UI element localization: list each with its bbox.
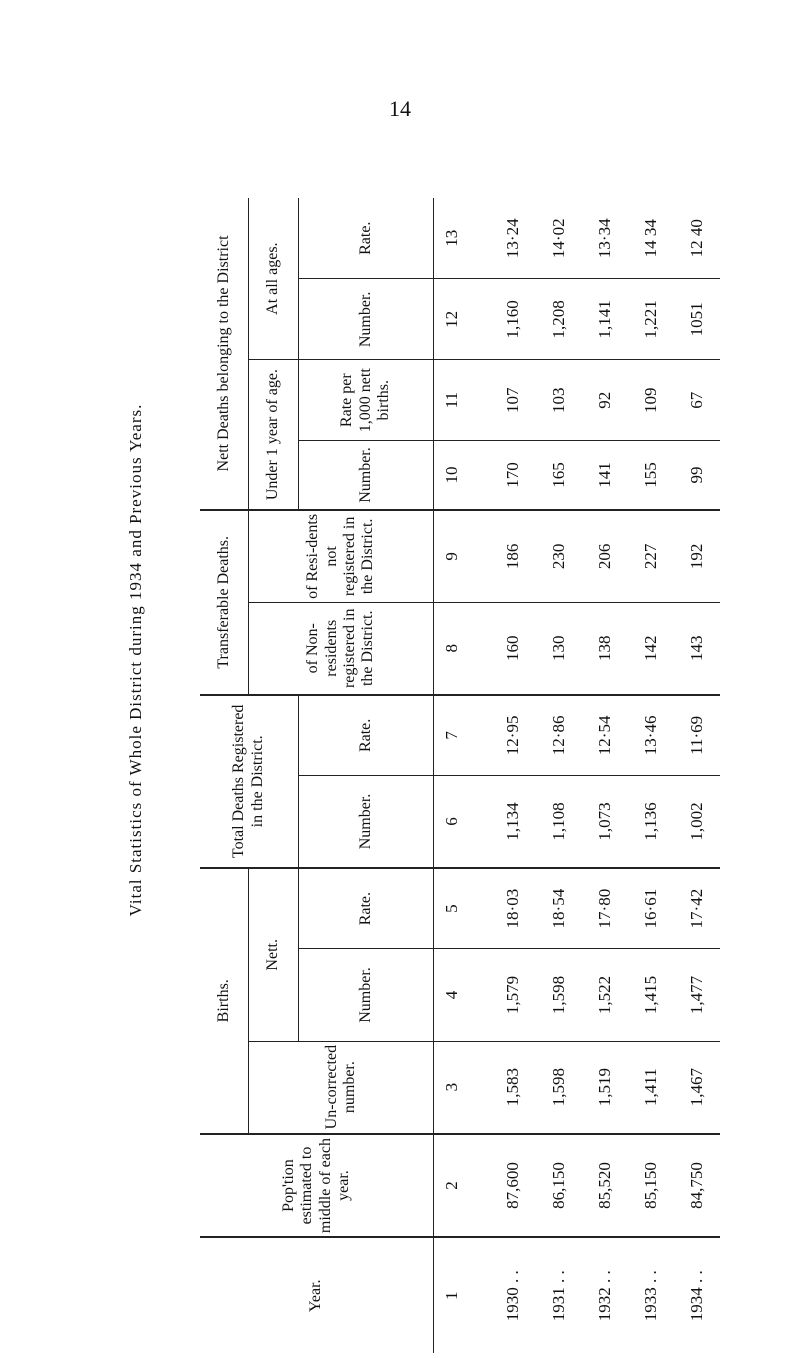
nonresidents-cell: 138 xyxy=(582,602,628,694)
population-cell: 84,750 xyxy=(674,1134,720,1238)
column-number: 12 xyxy=(434,279,471,360)
allages-rate-cell: 14 34 xyxy=(628,198,674,279)
page-number: 14 xyxy=(389,96,411,121)
allages-rate-cell: 14·02 xyxy=(536,198,582,279)
header-under1-number: Number. xyxy=(298,441,433,510)
header-transferable-deaths: Transferable Deaths. xyxy=(200,510,249,695)
column-number: 5 xyxy=(434,868,471,949)
header-total-deaths: Total Deaths Registered in the District. xyxy=(200,695,298,868)
nonresidents-cell: 160 xyxy=(490,602,536,694)
table-row xyxy=(536,198,582,1353)
page-title: Vital Statistics of Whole District during 1934 and Previous Years. xyxy=(126,403,145,917)
header-births-nett: Nett. xyxy=(249,868,299,1041)
residents-cell: 227 xyxy=(628,510,674,602)
table-row xyxy=(628,198,674,1353)
column-number: 3 xyxy=(434,1041,471,1133)
table-row xyxy=(582,198,628,1353)
allages-rate-cell: 13·34 xyxy=(582,198,628,279)
allages-number-cell: 1051 xyxy=(674,279,720,360)
column-number: 2 xyxy=(434,1134,471,1238)
total-deaths-rate-cell: 12·86 xyxy=(536,695,582,776)
population-cell: 86,150 xyxy=(536,1134,582,1238)
column-number: 13 xyxy=(434,198,471,279)
header-total-deaths-rate: Rate. xyxy=(298,695,433,776)
population-cell: 85,150 xyxy=(628,1134,674,1238)
vital-statistics-table-wrapper xyxy=(200,198,720,1353)
column-number: 11 xyxy=(434,360,471,441)
allages-rate-cell: 12 40 xyxy=(674,198,720,279)
column-number: 8 xyxy=(434,602,471,694)
column-number: 6 xyxy=(434,776,471,868)
header-allages: At all ages. xyxy=(249,198,299,360)
under1-number-cell: 141 xyxy=(582,441,628,510)
residents-cell: 206 xyxy=(582,510,628,602)
total-deaths-number-cell: 1,073 xyxy=(582,776,628,868)
population-cell: 87,600 xyxy=(490,1134,536,1238)
column-number: 10 xyxy=(434,441,471,510)
births-nett-number-cell: 1,415 xyxy=(628,949,674,1041)
year-cell: 1934 . . xyxy=(687,1270,706,1322)
header-under1-rate: Rate per 1,000 nett births. xyxy=(298,360,433,441)
header-nett-deaths: Nett Deaths belonging to the District xyxy=(200,198,249,510)
year-cell: 1933 . . xyxy=(641,1270,660,1322)
header-allages-number: Number. xyxy=(298,279,433,360)
column-number: 9 xyxy=(434,510,471,602)
header-allages-rate: Rate. xyxy=(298,198,433,279)
births-uncorrected-cell: 1,598 xyxy=(536,1041,582,1133)
under1-number-cell: 165 xyxy=(536,441,582,510)
total-deaths-number-cell: 1,134 xyxy=(490,776,536,868)
total-deaths-number-cell: 1,136 xyxy=(628,776,674,868)
header-births: Births. xyxy=(200,868,249,1134)
total-deaths-rate-cell: 12·95 xyxy=(490,695,536,776)
allages-number-cell: 1,208 xyxy=(536,279,582,360)
nonresidents-cell: 143 xyxy=(674,602,720,694)
population-cell: 85,520 xyxy=(582,1134,628,1238)
under1-rate-cell: 103 xyxy=(536,360,582,441)
header-residents: of Resi-dents not registered in the District. xyxy=(249,510,434,602)
column-number: 7 xyxy=(434,695,471,776)
total-deaths-number-cell: 1,002 xyxy=(674,776,720,868)
year-cell: 1930 . . xyxy=(503,1270,522,1322)
births-uncorrected-cell: 1,467 xyxy=(674,1041,720,1133)
header-year: Year. xyxy=(200,1238,434,1354)
total-deaths-rate-cell: 11·69 xyxy=(674,695,720,776)
births-uncorrected-cell: 1,519 xyxy=(582,1041,628,1133)
under1-number-cell: 170 xyxy=(490,441,536,510)
column-number: 4 xyxy=(434,949,471,1041)
total-deaths-rate-cell: 13·46 xyxy=(628,695,674,776)
nonresidents-cell: 142 xyxy=(628,602,674,694)
births-nett-number-cell: 1,579 xyxy=(490,949,536,1041)
births-uncorrected-cell: 1,583 xyxy=(490,1041,536,1133)
under1-rate-cell: 67 xyxy=(674,360,720,441)
header-total-deaths-number: Number. xyxy=(298,776,433,868)
residents-cell: 186 xyxy=(490,510,536,602)
vital-statistics-table xyxy=(200,198,720,1353)
under1-rate-cell: 107 xyxy=(490,360,536,441)
header-nonresidents: of Non-residents registered in the District. xyxy=(249,602,434,694)
total-deaths-rate-cell: 12·54 xyxy=(582,695,628,776)
births-uncorrected-cell: 1,411 xyxy=(628,1041,674,1133)
under1-rate-cell: 92 xyxy=(582,360,628,441)
births-nett-rate-cell: 17·42 xyxy=(674,868,720,949)
allages-number-cell: 1,160 xyxy=(490,279,536,360)
header-under1: Under 1 year of age. xyxy=(249,360,299,510)
header-population: Pop'tion estimated to middle of each year. xyxy=(200,1134,434,1238)
births-nett-rate-cell: 18·54 xyxy=(536,868,582,949)
births-nett-rate-cell: 16·61 xyxy=(628,868,674,949)
header-births-uncorrected: Un-corrected number. xyxy=(249,1041,434,1133)
births-nett-number-cell: 1,477 xyxy=(674,949,720,1041)
under1-number-cell: 155 xyxy=(628,441,674,510)
residents-cell: 230 xyxy=(536,510,582,602)
table-row xyxy=(490,198,536,1353)
year-cell: 1931 . . xyxy=(549,1270,568,1322)
nonresidents-cell: 130 xyxy=(536,602,582,694)
births-nett-number-cell: 1,598 xyxy=(536,949,582,1041)
column-number: 1 xyxy=(442,1291,461,1300)
residents-cell: 192 xyxy=(674,510,720,602)
year-cell: 1932 . . xyxy=(595,1270,614,1322)
under1-number-cell: 99 xyxy=(674,441,720,510)
births-nett-rate-cell: 17·80 xyxy=(582,868,628,949)
allages-number-cell: 1,221 xyxy=(628,279,674,360)
table-row xyxy=(674,198,720,1353)
header-births-nett-rate: Rate. xyxy=(298,868,433,949)
allages-number-cell: 1,141 xyxy=(582,279,628,360)
allages-rate-cell: 13·24 xyxy=(490,198,536,279)
births-nett-rate-cell: 18·03 xyxy=(490,868,536,949)
under1-rate-cell: 109 xyxy=(628,360,674,441)
total-deaths-number-cell: 1,108 xyxy=(536,776,582,868)
births-nett-number-cell: 1,522 xyxy=(582,949,628,1041)
header-births-nett-number: Number. xyxy=(298,949,433,1041)
